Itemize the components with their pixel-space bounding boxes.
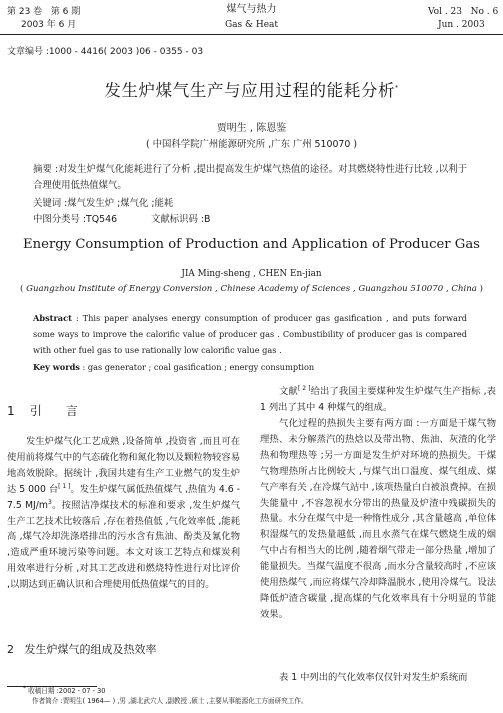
intro-text-2: 。发生炉煤气属低热值煤气 ,热值为 4.6 - 7.5 MJ/m xyxy=(7,483,240,511)
header-date-cn: 2003 年 6 月 xyxy=(21,20,77,30)
paper-title-en: Energy Consumption of Production and Application of Producer Gas xyxy=(23,237,480,252)
abstract-cn-text: :对发生炉煤气化能耗进行了分析 ,提出提高发生炉煤气热值的途径。对其燃烧特性进行比较 ,以利于合理使用低热值煤气。 xyxy=(33,164,467,191)
affiliation-en xyxy=(0,284,503,294)
section-1-heading xyxy=(7,402,78,419)
footnote-author-info: 作者简介 :贾明生( 1964— ) ,男 ,湖北武穴人 ,副教授 ,硕士 ,主要从事能源化工方面研究工作。 xyxy=(32,697,308,705)
heat-loss-paragraph: 气化过程的热损失主要有两方面 :一方面是干煤气物理热、未分解蒸汽的热焓以及带出物、焦油、灰渣的化学热和物理热等 ;另一方面是发生炉对环境的热损失。干煤气物理热所占比例较大 ,与煤气出口温度、煤气组成、煤气产率有关 ,在冷煤气站中 ,该项热量白白被浪费掉。在损失能量中 ,不容忽视水分带出的热量及炉渣中残碳损失的热量。水分在煤气中是一种惰性成分 ,其含量越高 ,单位体积湿煤气的发热量越低 ,而且水蒸气在煤气燃烧生成的烟气中占有相当大的比例 ,随着烟气带走一部分热量 ,增加了能量损失。当煤气温度不很高 ,而水分含量较高时 ,不应该使用热煤气 ,而应将煤气冷却降温脱水 ,使用冷煤气。设法降低炉渣含碳量 ,提高煤的气化效率具有十分明显的节能效果。 xyxy=(260,418,496,620)
abstract-en-label: Abstract xyxy=(33,313,72,323)
paper-title-cn xyxy=(0,79,503,103)
right-paragraph-1 xyxy=(260,384,496,416)
affiliation-en-open: ( xyxy=(19,284,24,294)
section-2-number: 2 xyxy=(7,643,14,656)
keywords-cn-label: 关键词 xyxy=(33,198,62,209)
keywords-cn xyxy=(33,196,173,212)
abstract-en xyxy=(33,310,467,358)
introduction-paragraph xyxy=(7,434,240,593)
header-rule xyxy=(0,34,503,35)
title-cn-text: 发生炉煤气生产与应用过程的能耗分析 xyxy=(104,81,396,100)
keywords-en xyxy=(33,359,314,375)
table-1-paragraph: 表 1 中列出的气化效率仅仅针对发生炉系统而 xyxy=(279,672,468,683)
doc-code-value: :B xyxy=(197,214,211,225)
intro-text-3: 。按照洁净煤技术的标准和要求 ,发生炉煤气生产工艺技术比较落后 ,存在着热值低 ,气化效率低 ,能耗高 ,煤气冷却洗涤塔排出的污水含有焦油、酚类及氰化物 ,造成严重环境污染等问题。本文对该工艺特点和煤炭利用效率进行分析 ,对其工艺改进和燃烧特性进行对比评价 ,以期达到正确认识和合理使用低热值煤气的目的。 xyxy=(7,499,240,591)
section-1-title: 引 言 xyxy=(29,404,78,418)
intro-text-1: 发生炉煤气化工艺成熟 ,设备简单 ,投资省 ,而且可在使用前将煤气中的气态硫化物和氮化物以及颗粒物较容易地高效脱除。据统计 ,我国共建有生产工业燃气的发生炉达 5 000 台 xyxy=(7,436,240,495)
section-2-heading xyxy=(7,641,157,657)
header-journal-cn: 煤气与热力 xyxy=(226,4,277,15)
section-1-number: 1 xyxy=(7,404,15,418)
clc-label: 中图分类号 xyxy=(33,214,80,225)
article-number: 文章编号 :1000 - 4416( 2003 )06 - 0355 - 03 xyxy=(7,47,204,57)
keywords-en-text: : gas generator ; coal gasification ; energy consumption xyxy=(79,362,315,372)
abstract-cn-label: 摘要 xyxy=(33,164,52,175)
header-journal-en: Gas & Heat xyxy=(224,20,279,30)
header-issue: 第 6 期 xyxy=(50,7,81,17)
authors-cn: 贾明生 , 陈恩鉴 xyxy=(216,123,287,134)
authors-en: JIA Ming-sheng , CHEN En-jian xyxy=(181,269,322,279)
doc-code-label: 文献标识码 xyxy=(151,214,198,225)
affiliation-en-text: Guangzhou Institute of Energy Conversion , Chinese Academy of Sciences , Guangzhou 510070 , China xyxy=(23,284,480,294)
footnote-marker: * xyxy=(23,684,26,692)
header-date-en: Jun . 2003 xyxy=(438,20,485,30)
header-vol-no-en xyxy=(428,6,498,18)
keywords-cn-text: :煤气发生炉 ;煤气化 ;能耗 xyxy=(61,198,174,209)
title-footnote-marker: * xyxy=(395,84,399,92)
right-text-1: 文献 xyxy=(279,386,298,397)
classification-line xyxy=(33,212,211,228)
section-2-title: 发生炉煤气的组成及热效率 xyxy=(24,643,157,656)
citation-2: [ 2 ] xyxy=(297,384,311,392)
keywords-en-label: Key words xyxy=(33,362,80,372)
abstract-cn xyxy=(33,162,467,194)
right-text-2: 给出了我国主要煤种发生炉煤气生产指标 ,表 1 列出了其中 4 种煤气的组成。 xyxy=(260,386,496,413)
affiliation-en-close: ) xyxy=(479,284,484,294)
unit-superscript: 3 xyxy=(47,498,52,506)
received-date: 收稿日期 :2002 - 07 - 30 xyxy=(28,687,106,695)
footnote-received xyxy=(23,684,106,696)
header-volume: 第 23 卷 xyxy=(7,7,43,17)
clc-value: :TQ546 xyxy=(79,214,118,225)
citation-1: [ 1 ] xyxy=(58,482,71,490)
header-no-en: No . 6 xyxy=(470,7,499,17)
affiliation-cn: ( 中国科学院广州能源研究所 ,广东 广州 510070 ) xyxy=(146,139,357,150)
abstract-en-text: : This paper analyses energy consumption of producer gas gasification , and puts forward some ways to improve the calorific value of producer gas . Combustibility of producer gas is compared with other fuel gas to use rationally low calorific value gas . xyxy=(33,313,467,355)
header-vol-en: Vol . 23 xyxy=(428,7,463,17)
